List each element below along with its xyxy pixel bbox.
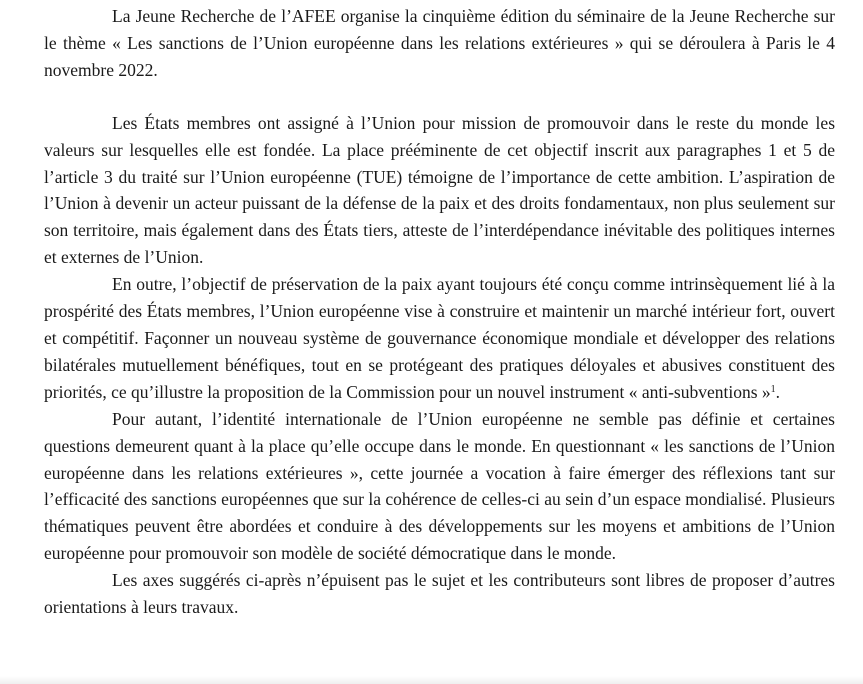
- paragraph-market-end: .: [775, 381, 781, 402]
- paragraph-market-text: En outre, l’objectif de préservation de la paix ayant toujours été conçu comme intrinsèquement lié à la prospérité des États membres, l’Union européenne vise à construire et maintenir un marché intérieur fort, ouvert et compétitif. Façonner un nouveau système de gouvernance économique mondiale et développer des relations bilatérales mutuellement bénéfiques, tout en se protégeant des pratiques déloyales et abusives constituent des priorités, ce qu’illustre la proposition de la Commission pour un nouvel instrument « anti-subventions »: [44, 274, 835, 402]
- document-body: [44, 0, 835, 621]
- paragraph-identity: Pour autant, l’identité internationale de l’Union européenne ne semble pas définie et certaines questions demeurent quant à la place qu’elle occupe dans le monde. En questionnant « les sanctions de l’Union européenne dans les relations extérieures », cette journée a vocation à faire émerger des réflexions tant sur l’efficacité des sanctions européennes que sur la cohérence de celles-ci au sein d’un espace mondialisé. Plusieurs thématiques peuvent être abordées et conduire à des développements sur les moyens et ambitions de l’Union européenne pour promouvoir son modèle de société démocratique dans le monde.: [44, 408, 835, 564]
- paragraph-objectives: Les États membres ont assigné à l’Union pour mission de promouvoir dans le reste du monde les valeurs sur lesquelles elle est fondée. La place prééminente de cet objectif inscrit aux paragraphes 1 et 5 de l’article 3 du traité sur l’Union européenne (TUE) témoigne de l’importance de cette ambition. L’aspiration de l’Union à devenir un acteur puissant de la défense de la paix et des droits fondamentaux, non plus seulement sur son territoire, mais également dans des États tiers, atteste de l’interdépendance inévitable des politiques internes et externes de l’Union.: [44, 112, 835, 268]
- paragraph-axes: Les axes suggérés ci-après n’épuisent pas le sujet et les contributeurs sont libres de proposer d’autres orientations à leurs travaux.: [44, 570, 835, 618]
- page-bottom-shadow: [0, 676, 863, 684]
- paragraph-market: [44, 271, 835, 406]
- paragraph-spacer: [44, 84, 835, 110]
- intro-paragraph: La Jeune Recherche de l’AFEE organise la cinquième édition du séminaire de la Jeune Recherche sur le thème « Les sanctions de l’Union européenne dans les relations extérieures » qui se déroulera à Paris le 4 novembre 2022.: [44, 6, 835, 80]
- footnote-reference[interactable]: 1: [770, 383, 776, 395]
